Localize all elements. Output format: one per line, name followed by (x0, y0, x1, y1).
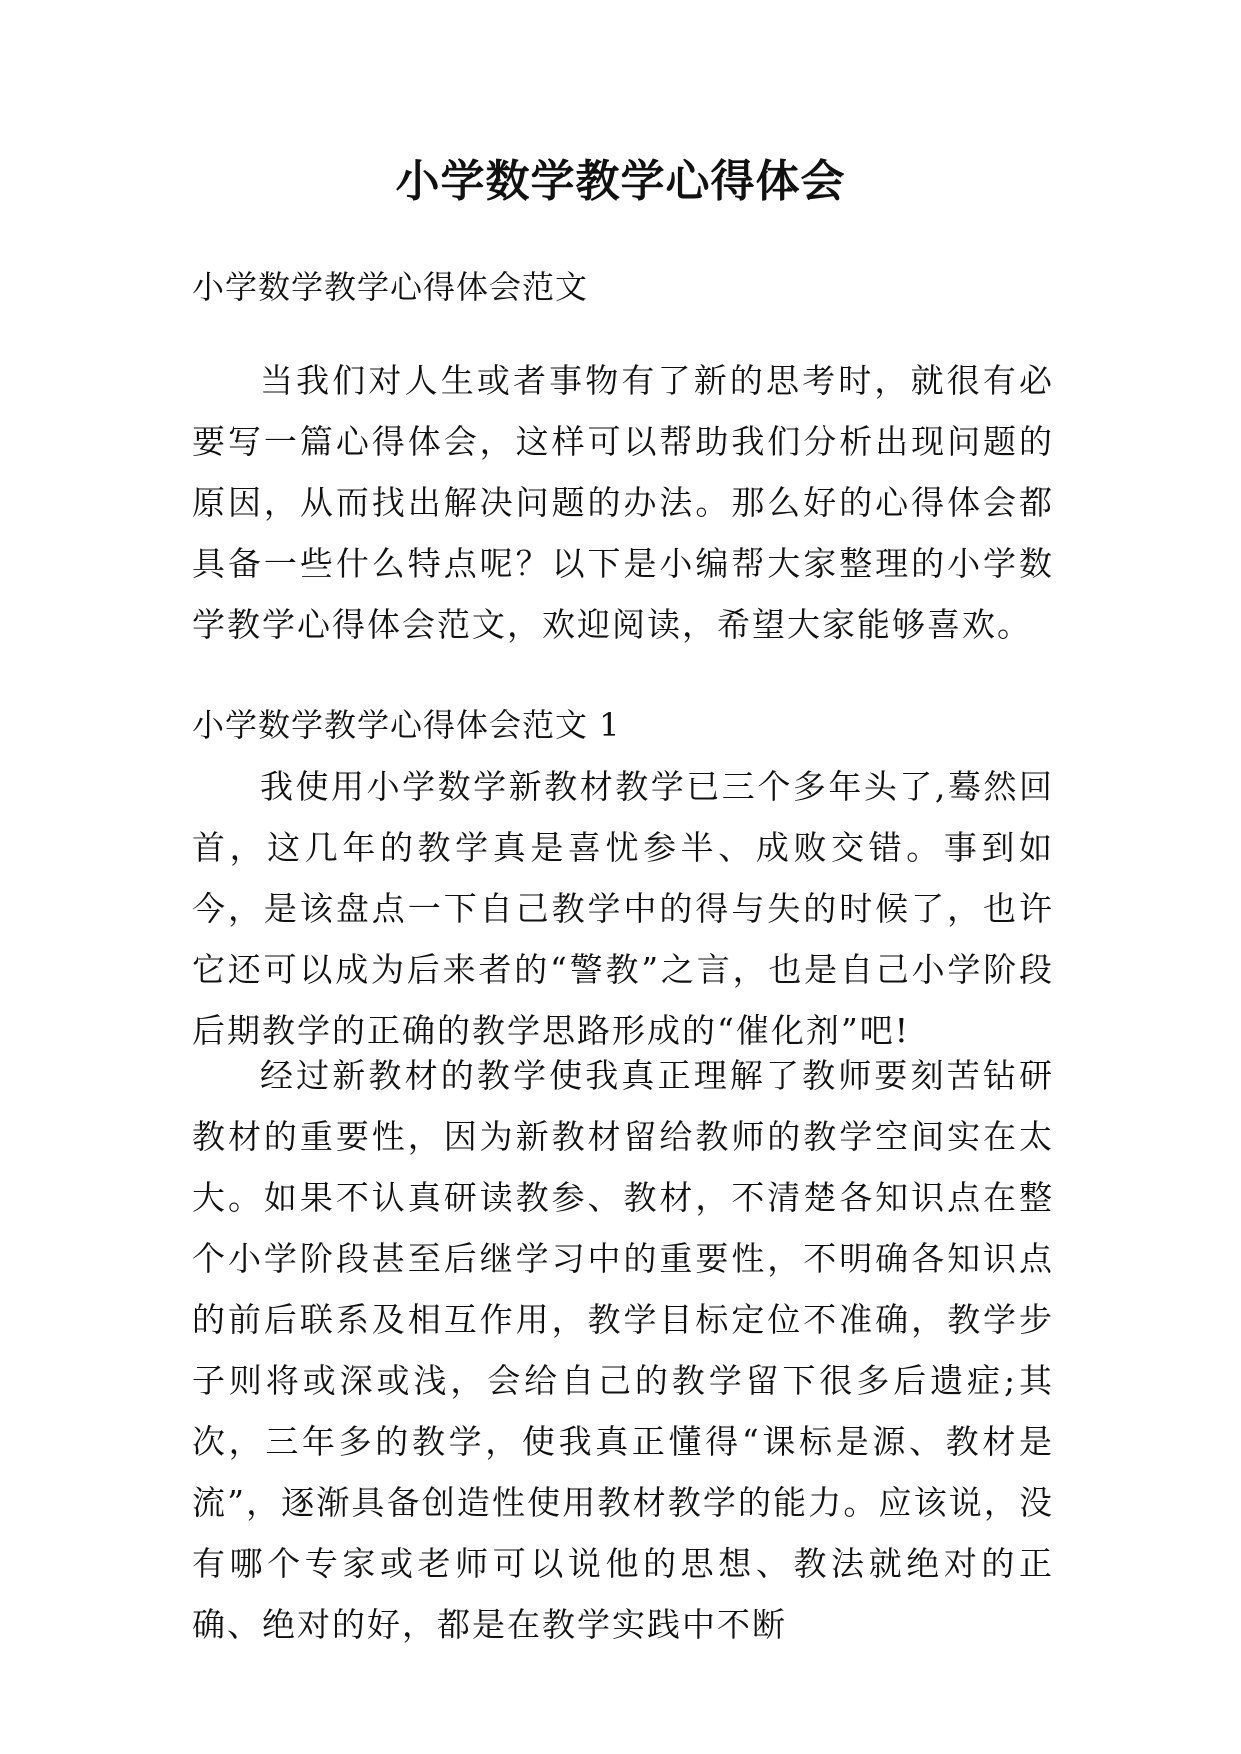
document-title: 小学数学教学心得体会 (395, 156, 846, 207)
section-heading: 小学数学教学心得体会范文 (192, 268, 589, 306)
body-paragraph: 经过新教材的教学使我真正理解了教师要刻苦钻研教材的重要性，因为新教材留给教师的教学空间实在太大。如果不认真研读教参、教材，不清楚各知识点在整个小学阶段甚至后继学习中的重要性，不明确各知识点的前后联系及相互作用，教学目标定位不准确，教学步子则将或深或浅，会给自己的教学留下很多后遗症;其次，三年多的教学，使我真正懂得“课标是源、教材是流”，逐渐具备创造性使用教材教学的能力。应该说，没有哪个专家或老师可以说他的思想、教法就绝对的正确、绝对的好，都是在教学实践中不断 (192, 1056, 1054, 1644)
body-paragraph: 我使用小学数学新教材教学已三个多年头了,蓦然回首，这几年的教学真是喜忧参半、成败交错。事到如今，是该盘点一下自己教学中的得与失的时候了，也许它还可以成为后来者的“警教”之言，也是自己小学阶段后期教学的正确的教学思路形成的“催化剂”吧! (192, 767, 1054, 1050)
section-heading: 小学数学教学心得体会范文 1 (192, 706, 621, 744)
body-paragraph: 当我们对人生或者事物有了新的思考时，就很有必要写一篇心得体会，这样可以帮助我们分析出现问题的原因，从而找出解决问题的办法。那么好的心得体会都具备一些什么特点呢？以下是小编帮大家整理的小学数学教学心得体会范文，欢迎阅读，希望大家能够喜欢。 (192, 361, 1054, 644)
